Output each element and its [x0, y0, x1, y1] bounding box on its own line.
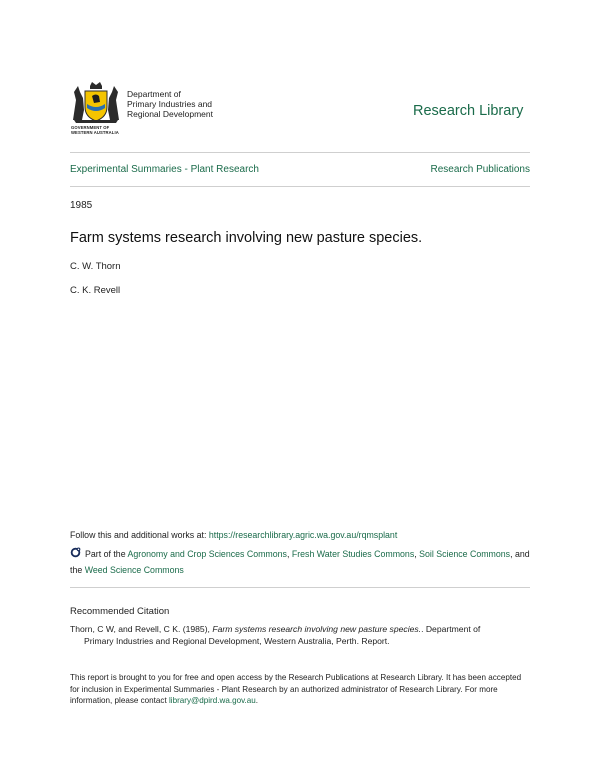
author-1: C. W. Thorn — [70, 261, 121, 272]
research-library-title[interactable]: Research Library — [413, 103, 524, 119]
citation-rest-1: . Department of — [421, 624, 481, 634]
notice-text: This report is brought to you for free and open access by the Research Publications at Research Library. It has been accepted for inclusion in Experimental Summaries - Plant Research by an authorized administrator of Research Library. For more information, please contact — [70, 673, 522, 706]
follow-text: Follow this and additional works at: — [70, 530, 209, 540]
publication-year: 1985 — [70, 200, 93, 211]
citation-authors: Thorn, C W, and Revell, C K. (1985), — [70, 624, 213, 634]
paper-title: Farm systems research involving new pasture species. — [70, 230, 423, 246]
fresh-water-commons-link[interactable]: Fresh Water Studies Commons — [291, 549, 415, 559]
separator-1: , — [286, 549, 292, 559]
bepress-commons-icon — [70, 547, 81, 558]
follow-line — [70, 530, 397, 540]
department-line-2: Primary Industries and — [127, 99, 213, 109]
separator-2: , — [414, 549, 420, 559]
wa-coat-of-arms-icon — [70, 80, 122, 126]
department-line-1: Department of — [127, 89, 181, 99]
author-2: C. K. Revell — [70, 285, 121, 296]
part-of-line — [70, 546, 530, 578]
citation-rest-2: Primary Industries and Regional Development, Western Australia, Perth. Report. — [84, 636, 390, 646]
citation-text — [70, 623, 532, 647]
part-of-prefix: Part of the — [85, 549, 128, 559]
government-line-1: GOVERNMENT OF — [71, 125, 110, 130]
collection-link[interactable]: Experimental Summaries - Plant Research — [70, 164, 259, 175]
government-line-2: WESTERN AUSTRALIA — [71, 129, 119, 135]
department-line-3: Regional Development — [127, 109, 213, 119]
government-label — [71, 126, 119, 135]
agronomy-commons-link[interactable]: Agronomy and Crop Sciences Commons — [127, 549, 287, 559]
dpird-logo — [70, 80, 240, 136]
citation-heading: Recommended Citation — [70, 606, 170, 617]
notice-end: . — [255, 696, 259, 706]
breadcrumb-divider — [70, 186, 530, 187]
footer-divider — [70, 587, 530, 588]
header-divider — [70, 152, 530, 153]
follow-url-link[interactable]: https://researchlibrary.agric.wa.gov.au/rqmsplant — [208, 530, 398, 540]
publications-link[interactable]: Research Publications — [430, 164, 530, 175]
contact-email-link[interactable]: library@dpird.wa.gov.au — [168, 696, 256, 706]
weed-science-commons-link[interactable]: Weed Science Commons — [84, 565, 184, 575]
separator-3: , and the — [70, 549, 530, 575]
access-notice — [70, 672, 532, 707]
soil-science-commons-link[interactable]: Soil Science Commons — [419, 549, 511, 559]
department-name — [127, 89, 213, 119]
citation-title: Farm systems research involving new pasture species. — [212, 624, 422, 634]
